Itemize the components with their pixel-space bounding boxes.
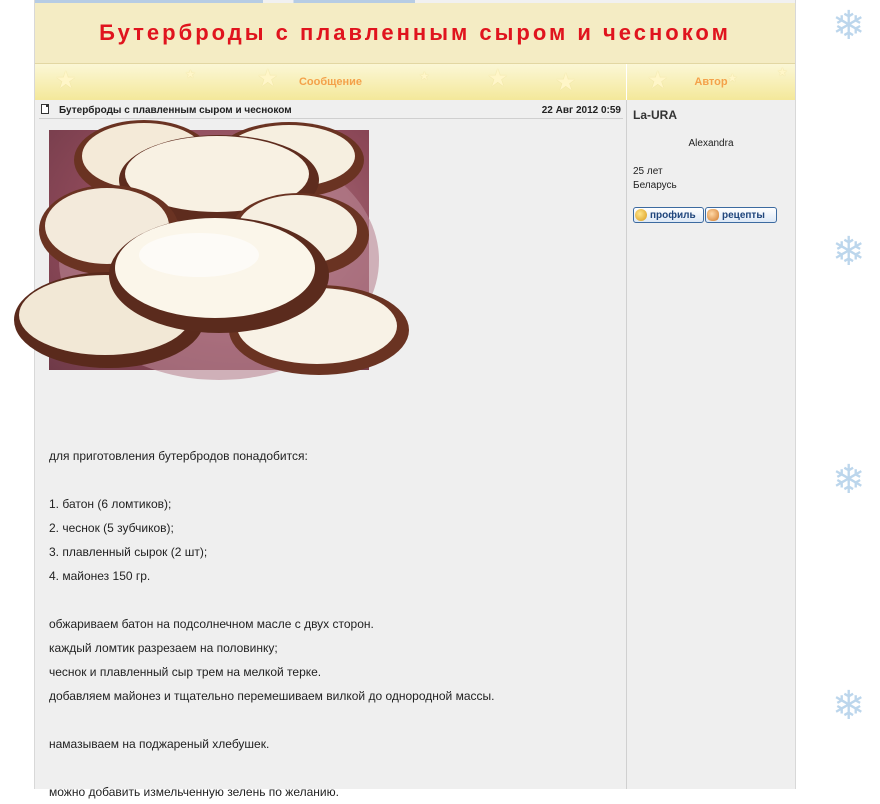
header-author xyxy=(627,64,795,101)
post-line xyxy=(49,756,619,780)
title-bar xyxy=(35,3,795,64)
profile-button[interactable] xyxy=(633,207,704,223)
recipes-icon xyxy=(707,209,719,221)
post-subject: Бутерброды с плавленным сыром и чесноком xyxy=(59,105,292,116)
snowflake-icon: ❄ xyxy=(832,683,866,729)
post-line: можно добавить измельченную зелень по желанию. xyxy=(49,785,339,799)
post-line: для приготовления бутербродов понадобится: xyxy=(49,449,308,463)
profile-icon xyxy=(635,209,647,221)
post-line: намазываем на поджареный хлебушек. xyxy=(49,737,270,751)
post-date: 22 Авг 2012 0:59 xyxy=(541,105,621,116)
author-age: 25 лет xyxy=(633,166,663,177)
star-icon: ★ xyxy=(727,71,738,85)
post-line: 2. чеснок (5 зубчиков); xyxy=(49,521,174,535)
recipes-button-label: рецепты xyxy=(722,209,765,221)
profile-button-label: профиль xyxy=(650,209,696,221)
header-message xyxy=(35,64,627,101)
star-icon: ★ xyxy=(777,65,788,79)
page-title: Бутерброды с плавленным сыром и чесноком xyxy=(99,20,731,45)
star-icon: ★ xyxy=(647,66,669,94)
header-message-label: Сообщение xyxy=(298,76,363,88)
post-line: чеснок и плавленный сыр трем на мелкой терке. xyxy=(49,665,322,679)
post-line: добавляем майонез и тщательно перемешиваем вилкой до однородной массы. xyxy=(49,689,495,703)
post-body xyxy=(49,420,619,804)
post-line xyxy=(49,588,619,612)
table-header-row xyxy=(35,64,795,100)
author-nick[interactable]: La-URA xyxy=(633,108,677,122)
recipes-button[interactable] xyxy=(705,207,777,223)
snowflake-icon: ❄ xyxy=(832,3,866,49)
star-icon: ★ xyxy=(419,69,430,83)
snowflake-icon: ❄ xyxy=(832,229,866,275)
author-country: Беларусь xyxy=(633,180,677,191)
post-line: каждый ломтик разрезаем на половинку; xyxy=(49,641,278,655)
header-author-label: Автор xyxy=(694,76,728,88)
post-icon[interactable] xyxy=(41,104,49,114)
post-line: 1. батон (6 ломтиков); xyxy=(49,497,172,511)
star-icon: ★ xyxy=(555,68,577,96)
post-line xyxy=(49,468,619,492)
message-column xyxy=(35,100,627,799)
post-line: обжариваем батон на подсолнечном масле с двух сторон. xyxy=(49,617,374,631)
star-icon: ★ xyxy=(185,67,196,81)
post-line xyxy=(49,708,619,732)
post-line xyxy=(49,420,619,444)
star-icon: ★ xyxy=(487,64,509,92)
star-icon: ★ xyxy=(257,64,279,92)
star-icon: ★ xyxy=(55,66,77,94)
sandwich-photo-drawing xyxy=(49,130,369,370)
post-line: 3. плавленный сырок (2 шт); xyxy=(49,545,208,559)
snowflake-icon: ❄ xyxy=(832,457,866,503)
author-column xyxy=(627,100,795,789)
author-real-name: Alexandra xyxy=(688,138,734,149)
forum-page xyxy=(34,0,796,799)
post-line: 4. майонез 150 гр. xyxy=(49,569,151,583)
post-header xyxy=(39,104,623,119)
recipe-photo xyxy=(49,130,369,370)
